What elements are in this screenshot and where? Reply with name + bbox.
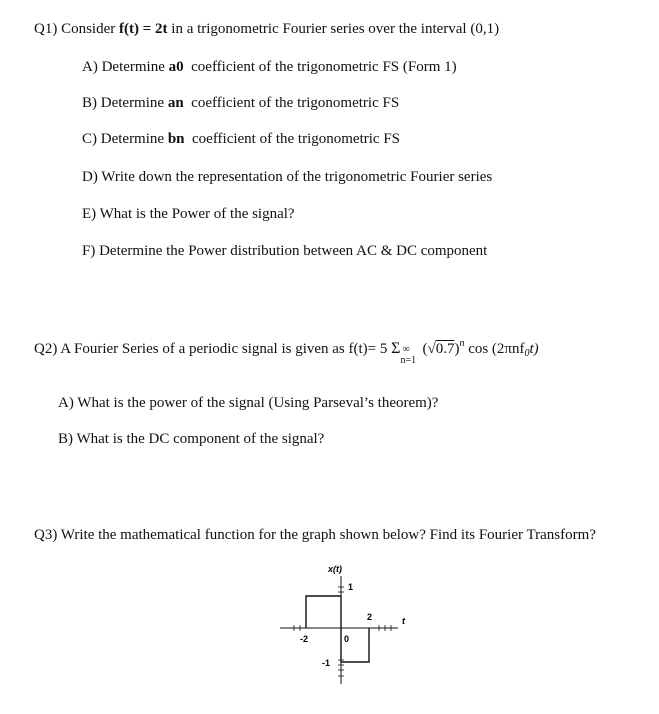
q2-item-b: B) What is the DC component of the signal?: [58, 431, 325, 447]
q2-question: Q2) A Fourier Series of a periodic signal is given as f(t)= 5 Σ ∞ n=1 $(√0.7)^n$ cos (2πnf$_0$t): [34, 338, 539, 366]
x-axis-label: t: [402, 616, 405, 626]
signal-waveform: [306, 596, 369, 662]
q1-item-e: E) What is the Power of the signal?: [82, 206, 295, 222]
q2-item-a: A) What is the power of the signal (Using Parseval’s theorem)?: [58, 395, 439, 411]
label-minus-two: -2: [300, 634, 309, 644]
q1-question: Q1) Consider f(t) = 2t in a trigonometric Fourier series over the interval (0,1): [34, 21, 500, 37]
sum-symbol: Σ: [391, 340, 401, 357]
y-axis-label: x(t): [328, 564, 342, 574]
q1-item-a: A) Determine a0 coefficient of the trigonometric FS (Form 1): [82, 59, 457, 75]
q1-item-f: F) Determine the Power distribution between AC & DC component: [82, 243, 488, 259]
q1-item-d: D) Write down the representation of the trigonometric Fourier series: [82, 169, 493, 185]
q1-function: f(t) = 2t: [119, 21, 168, 37]
signal-graph: [270, 560, 420, 690]
q1-item-c: C) Determine bn coefficient of the trigonometric FS: [82, 131, 401, 147]
label-two: 2: [367, 612, 373, 622]
label-one: 1: [348, 582, 354, 592]
label-minus-one: -1: [322, 658, 331, 668]
label-zero: 0: [344, 634, 350, 644]
q3-question: Q3) Write the mathematical function for the graph shown below? Find its Fourier Transform?: [34, 527, 596, 543]
q1-item-b: B) Determine an coefficient of the trigonometric FS: [82, 95, 400, 111]
